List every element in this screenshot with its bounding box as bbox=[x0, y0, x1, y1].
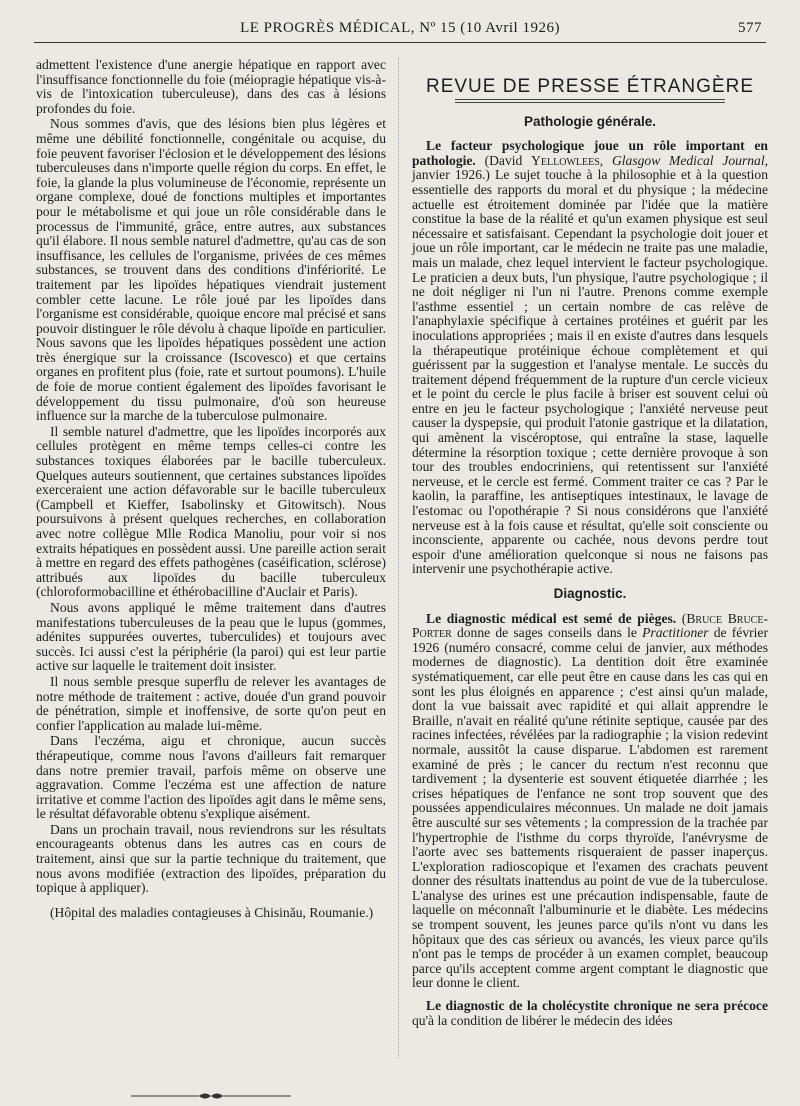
right-column bbox=[412, 58, 768, 1029]
article-author: Yellowlees bbox=[531, 152, 600, 168]
page-number: 577 bbox=[738, 20, 762, 36]
journal-title: LE PROGRÈS MÉDICAL, Nº 15 (10 Avril 1926) bbox=[240, 20, 560, 36]
subsection-heading: Diagnostic. bbox=[553, 586, 627, 601]
article-title: Le diagnostic de la cholécystite chronique ne sera précoce bbox=[426, 998, 768, 1014]
article-body: , janvier 1926.) Le sujet touche à la philosophie et à la question essentielle des rapports du moral et du physique ; la médecine actuelle est étroitement dominée par l'idée que la matière constitue la base de la réalité et qu'un examen physique est seul nécessaire et satisfaisant. Cependant la psychologie doit jouer et joue un rôle important, car le médecin ne traite pas une maladie, mais un malade, chez lequel intervient le facteur psychologique. Le praticien a deux buts, l'un physique, l'autre psychologique ; il ne doit négliger ni l'un ni l'autre. Prenons comme exemple l'asthme essentiel ; un certain nombre de cas relève de l'anaphylaxie spécifique à certaines protéines et guérit par les inoculations appropriées ; mais il en existe d'autres dans lesquels la thérapeutique protéinique échoue complètement et qui guérissent par la suggestion et l'analyse mentale. Le succès du traitement dépend fréquemment de la rupture d'un cercle vicieux et le point du cercle le plus facile à briser est souvent celui où entre en jeu le facteur psychologique ; l'anxiété nerveuse peut causer la dyspepsie, qui produit l'atonie gastrique et la dilatation, qui amènent la viscéroptose, qui entraîne la stase, laquelle détermine la résorption toxique ; cette dernière provoque à son tour des troubles endocriniens, qui retentissent sur l'anxiété nerveuse, et le cercle est fermé. Comment traiter ce cas ? Par le kaolin, la paraffine, les antiseptiques intestinaux, le lavage de l'estomac ou l'opothérapie ? Si nous considérons que l'anxiété nerveuse est à la fois cause et résultat, qu'elle soit consciente ou inconsciente, apparente ou cachée, nous devons perdre tout espoir d'une amélioration quelconque si nous ne faisons pas intervenir une psychothérapie active. bbox=[412, 152, 769, 577]
paragraph: Nous avons appliqué le même traitement dans d'autres manifestations tuberculeuses de la peau que le lupus (gommes, adénites suppurées ouvertes, tuberculides) et toujours avec succès. Ici aussi c'est la périphérie (la paroi) qui est leur partie active sur laquelle le traitement doit insister. bbox=[36, 599, 386, 674]
section-title: REVUE DE PRESSE ÉTRANGÈRE bbox=[425, 76, 755, 97]
article-author: Bruce Bruce-Porter bbox=[412, 610, 768, 641]
article-title: Le diagnostic médical est semé de pièges. bbox=[426, 610, 677, 626]
paragraph: Il nous semble presque superflu de relever les avantages de notre méthode de traitement : active, douée d'un grand pouvoir de pénétration, simple et inoffensive, de sorte qu'on peut en confier l'application au malade lui-même. bbox=[36, 673, 386, 733]
section-rule bbox=[455, 99, 725, 103]
paragraph: Dans un prochain travail, nous reviendrons sur les résultats encourageants obtenus dans les autres cas en cours de traitement, ainsi que sur la partie technique du traitement, que nous avons modifiée (extraction des lipoïdes, préparation du topique à appliquer). bbox=[36, 821, 386, 896]
paragraph: admettent l'existence d'une anergie hépatique en rapport avec l'insuffisance fonctionnelle du foie (méiopragie hépatique vis-à-vis de l'intoxication tuberculeuse), dans des cas à lésions profondes du foie. bbox=[36, 57, 386, 116]
journal-name: Glasgow Medical Journal bbox=[611, 152, 765, 168]
paragraph: Nous sommes d'avis, que des lésions bien plus légères et même une débilité fonctionnelle, congénitale ou acquise, du foie peuvent favoriser l'éclosion et le développement des lésions tuberculeuses dans n'importe quelle région du corps. En effet, le foie, la glande la plus volumineuse de l'économie, représente un organe complexe, doué de fonctions multiples et importantes pour le métabolisme et qui joue un rôle considérable dans le processus de l'immunité, grâce, entre autres, aux substances qu'il élabore. Il nous semble naturel d'admettre, qu'au cas de son insuffisance, les cellules de l'organisme, privées de ces mêmes substances, se trouvent dans des conditions d'infériorité. Le traitement par les lipoïdes hépatiques viendrait justement combler cette lacune. Le rôle joué par les lipoïdes dans l'organisme est considérable, quoique encore mal précisé et sans pouvoir distinguer le rôle dévolu à chaque lipoïde en particulier. Nous savons que les lipoïdes hépatiques possèdent une action très énergique sur la croissance (Iscovesco) et que certains organes en profitent plus (foie, rate et surtout poumons). L'huile de foie de morue contient également des lipoïdes favorisant le développement du tissu pulmonaire, d'où son heureuse influence sur la marche de la tuberculose pulmonaire. bbox=[36, 116, 386, 424]
running-header bbox=[34, 18, 766, 42]
subsection-heading: Pathologie générale. bbox=[523, 113, 657, 129]
left-column bbox=[36, 58, 386, 1106]
article-paragraph: Le facteur psychologique joue un rôle important en pathologie. (David Yellowlees, Glasgow Medical Journal, janvier 1926.) Le sujet touche à la philosophie et à la question essentielle des rapports du moral et du physique ; la médecine actuelle est étroitement dominée par l'idée que la matière constitue la base de la réalité et qu'un examen physique est seul nécessaire et satisfaisant. Cependant la psychologie doit jouer et joue un rôle important, car le médecin ne traite pas une maladie, mais un malade, chez lequel intervient le facteur psychologique. Le praticien a deux buts, l'un physique, l'autre psychologique ; il ne doit négliger ni l'un ni l'autre. Prenons comme exemple l'asthme essentiel ; un certain nombre de cas relève de l'anaphylaxie spécifique à certaines protéines et guérit par les inoculations appropriées ; mais il en existe d'autres dans lesquels la thérapeutique protéinique échoue complètement et qui guérissent par la suggestion et l'analyse mentale. Le succès du traitement dépend fréquemment de la rupture d'un cercle vicieux et le point du cercle le plus facile à briser est souvent celui où entre en jeu le facteur psychologique ; l'anxiété nerveuse peut causer la dyspepsie, qui produit l'atonie gastrique et la dilatation, qui amènent la viscéroptose, qui entraîne la stase, laquelle détermine la résorption toxique ; cette dernière provoque à son tour des troubles endocriniens, qui retentissent sur l'anxiété nerveuse, et le cercle est fermé. Comment traiter ce cas ? Par le kaolin, la paraffine, les antiseptiques intestinaux, le lavage de l'estomac ou l'opothérapie ? Si nous considérons que l'anxiété nerveuse est à la fois cause et résultat, qu'elle soit consciente ou inconsciente, apparente ou cachée, nous devons perdre tout espoir d'une amélioration quelconque si nous ne faisons pas intervenir une psychothérapie active. bbox=[412, 138, 769, 577]
article-paragraph bbox=[412, 999, 768, 1028]
article-body: de février 1926 (numéro consacré, comme celui de janvier, aux méthodes modernes de diagnostic). La dentition doit être examinée systématiquement, car elle peut être en cause dans les cas qui en sont les plus éloignés en apparence ; c'est ainsi qu'un malade, dont la vue baissait avec rapidité et qui allait apprendre le Braille, n'avait en réalité qu'une rétinite septique, causée par des racines infectées, révélées par la radiographie ; la vision redevint normale, aussitôt la cause disparue. L'abdomen est rarement examiné de près ; le cancer du rectum n'est reconnu que tardivement ; la dysenterie est souvent étiquetée diarrhée ; les crises hépatiques de l'enfance ne sont trop souvent que des poussées appendiculaires méconnues. Un malade ne doit jamais être ausculté sur ses vêtements ; la compression de la trachée par l'hypertrophie de l'isthme du corps thyroïde, l'anévrysme de l'aorte avec ses battements risqueraient de passer inaperçus. L'exploration radioscopique et l'examen des crachats peuvent donner des résultats inattendus au point de vue de la tuberculose. L'analyse des urines est une précaution indispensable, faute de laquelle on méconnaît l'albuminurie et le diabète. Les médecins se trompent souvent, les jeunes parce qu'ils n'ont vu dans les hôpitaux que des cas sérieux ou avancés, les vieux parce qu'ils n'ont pas le temps de procéder à un examen complet, beaucoup parce qu'ils acceptent comme argent comptant le diagnostic que leur donne le client. bbox=[412, 625, 768, 991]
paragraph: Il semble naturel d'admettre, que les lipoïdes incorporés aux cellules protègent en même temps celles-ci contre les substances toxiques élaborées par le bacille tuberculeux. Quelques auteurs soutiennent, que certaines substances lipoïdes exerceraient une action défavorable sur le bacille tuberculeux (Campbell et Kieffer, Isabolinsky et Gitowitsch). Nous poursuivons à présent quelques recherches, en collaboration avec notre collègue Mlle Rodica Manoliu, pour voir si nos extraits hépatiques en possèdent aussi. Une pareille action serait à mettre en regard des effets pathogènes (caséification, sclérose) attribués aux lipoïdes du bacille tuberculeux (chloroformobacilline et éthérobacilline d'Auclair et Paris). bbox=[36, 423, 386, 600]
article-title: Le facteur psychologique joue un rôle important en pathologie. bbox=[412, 138, 768, 168]
article-body: qu'à la condition de libérer le médecin des idées bbox=[412, 1012, 673, 1028]
column-divider bbox=[398, 58, 399, 1058]
article-paragraph: Le diagnostic médical est semé de pièges. (Bruce Bruce-Porter donne de sages conseils dans le Practitioner de février 1926 (numéro consacré, comme celui de janvier, aux méthodes modernes de diagnostic). La dentition doit être examinée systématiquement, car elle peut être en cause dans les cas qui en sont les plus éloignés en apparence ; c'est ainsi qu'un malade, dont la vue baissait avec rapidité et qui allait apprendre le Braille, n'avait en réalité qu'une rétinite septique, causée par des racines infectées, révélées par la radiographie ; la vision redevint normale, aussitôt la cause disparue. L'abdomen est rarement examiné de près ; le cancer du rectum n'est reconnu que tardivement ; la dysenterie est souvent étiquetée diarrhée ; les crises hépatiques de l'enfance ne sont trop souvent que des poussées appendiculaires méconnues. Un malade ne doit jamais être ausculté sur ses vêtements ; la compression de la trachée par l'hypertrophie de l'isthme du corps thyroïde, l'anévrysme de l'aorte avec ses battements risqueraient de passer inaperçus. L'exploration radioscopique et l'examen des crachats peuvent donner des résultats inattendus au point de vue de la tuberculose. L'analyse des urines est une précaution indispensable, faute de laquelle on méconnaît l'albuminurie et le diabète. Les médecins se trompent souvent, les jeunes parce qu'ils n'ont vu dans les hôpitaux que des cas sérieux ou avancés, les vieux parce qu'ils n'ont pas le temps de procéder à un examen complet, beaucoup parce qu'ils acceptent comme argent comptant le diagnostic que leur donne le client. bbox=[412, 610, 768, 991]
journal-name: Practitioner bbox=[642, 625, 709, 641]
ornament-divider bbox=[36, 1090, 386, 1106]
paragraph: Dans l'eczéma, aigu et chronique, aucun succès thérapeutique, comme nous l'avons d'ailleurs fait remarquer dans notre premier travail, parfois même on observe une aggravation. Comme l'eczéma est une affection de nature irritative et comme l'action des lipoïdes agit dans le même sens, le résultat défavorable obtenu s'explique aisément. bbox=[36, 733, 386, 822]
header-rule bbox=[34, 42, 766, 43]
affiliation: (Hôpital des maladies contagieuses à Chisinău, Roumanie.) bbox=[50, 904, 374, 920]
